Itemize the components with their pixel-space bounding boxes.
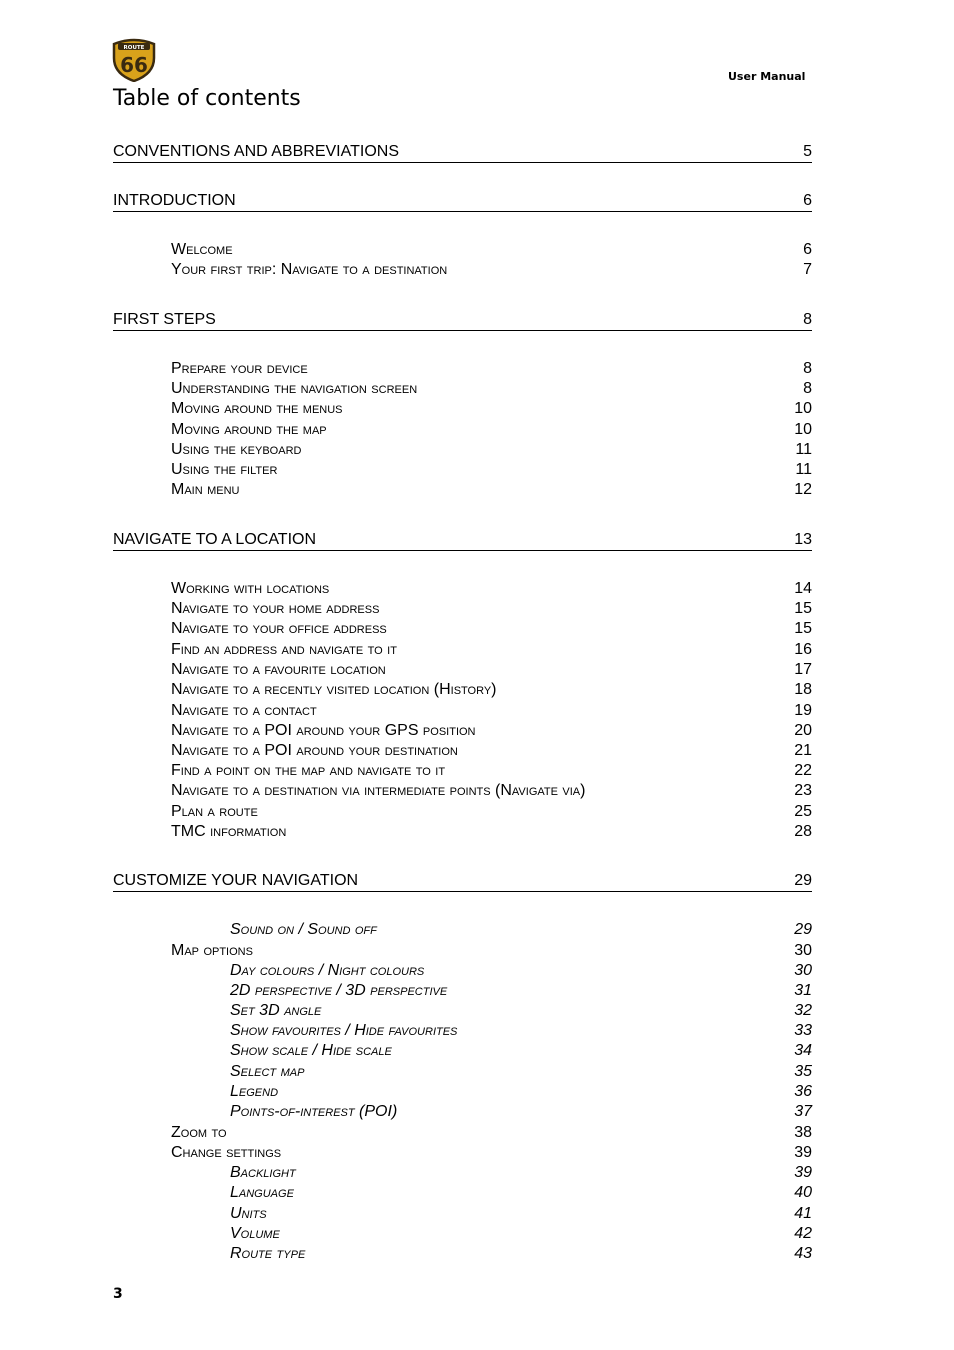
toc-entry-page: 37 xyxy=(794,1103,812,1120)
toc-section-row[interactable] xyxy=(113,619,812,639)
toc-entry-label: 2D perspective / 3D perspective xyxy=(230,982,448,999)
toc-section-row[interactable] xyxy=(113,802,812,822)
toc-entry-label: Volume xyxy=(230,1225,280,1242)
toc-entry-page: 39 xyxy=(794,1164,812,1181)
toc-subsection-row[interactable] xyxy=(113,1244,812,1264)
toc-entry-page: 21 xyxy=(794,742,812,759)
toc-section-row[interactable] xyxy=(113,599,812,619)
user-manual-label: User Manual xyxy=(728,70,806,83)
toc-entry-label: Sound on / Sound off xyxy=(230,921,377,938)
toc-section-row[interactable] xyxy=(113,240,812,260)
toc-entry-page: 8 xyxy=(803,360,812,377)
toc-entry-label: Find an address and navigate to it xyxy=(171,641,397,658)
toc-subsection-row[interactable] xyxy=(113,920,812,940)
toc-section-row[interactable] xyxy=(113,781,812,801)
toc-entry-page: 18 xyxy=(794,681,812,698)
toc-entry-page: 29 xyxy=(794,921,812,938)
toc-entry-page: 34 xyxy=(794,1042,812,1059)
toc-entry-label: Show scale / Hide scale xyxy=(230,1042,392,1059)
toc-entry-page: 36 xyxy=(794,1083,812,1100)
toc-entry-page: 42 xyxy=(794,1225,812,1242)
toc-entry-label: Route type xyxy=(230,1245,306,1262)
toc-entry-page: 12 xyxy=(794,481,812,498)
toc-entry-label: Navigate to your home address xyxy=(171,600,380,617)
toc-section-row[interactable] xyxy=(113,761,812,781)
toc-subsection-row[interactable] xyxy=(113,1224,812,1244)
toc-subsection-row[interactable] xyxy=(113,1183,812,1203)
toc-entry-page: 35 xyxy=(794,1063,812,1080)
toc-section-row[interactable] xyxy=(113,440,812,460)
toc-section-row[interactable] xyxy=(113,660,812,680)
toc-entry-page: 10 xyxy=(794,400,812,417)
toc-section-row[interactable] xyxy=(113,1143,812,1163)
toc-entry-label: Navigate to a contact xyxy=(171,702,317,719)
toc-subsection-row[interactable] xyxy=(113,961,812,981)
toc-entry-page: 31 xyxy=(794,982,812,999)
toc-chapter-row[interactable] xyxy=(113,191,812,212)
toc-entry-page: 19 xyxy=(794,702,812,719)
toc-entry-page: 43 xyxy=(794,1245,812,1262)
toc-entry-label: CONVENTIONS AND ABBREVIATIONS xyxy=(113,143,399,160)
toc-entry-label: Navigate to a POI around your destination xyxy=(171,742,458,759)
toc-entry-label: Navigate to a recently visited location (History) xyxy=(171,681,497,698)
toc-subsection-row[interactable] xyxy=(113,1082,812,1102)
toc-section-row[interactable] xyxy=(113,822,812,842)
toc-entry-label: INTRODUCTION xyxy=(113,192,236,209)
toc-entry-label: Main menu xyxy=(171,481,240,498)
toc-chapter-row[interactable] xyxy=(113,530,812,551)
toc-subsection-row[interactable] xyxy=(113,981,812,1001)
toc-entry-page: 25 xyxy=(794,803,812,820)
toc-entry-label: Navigate to a destination via intermediate points (Navigate via) xyxy=(171,782,586,799)
logo-route-text: ROUTE xyxy=(123,45,145,51)
toc-subsection-row[interactable] xyxy=(113,1021,812,1041)
toc-subsection-row[interactable] xyxy=(113,1041,812,1061)
toc-chapter-row[interactable] xyxy=(113,310,812,331)
toc-entry-label: Points-of-interest (POI) xyxy=(230,1103,398,1120)
toc-entry-page: 33 xyxy=(794,1022,812,1039)
toc-entry-label: FIRST STEPS xyxy=(113,311,216,328)
toc-entry-label: Set 3D angle xyxy=(230,1002,322,1019)
toc-subsection-row[interactable] xyxy=(113,1204,812,1224)
toc-entry-page: 30 xyxy=(794,962,812,979)
toc-entry-page: 39 xyxy=(794,1144,812,1161)
toc-entry-page: 38 xyxy=(794,1124,812,1141)
toc-entry-label: Navigate to a favourite location xyxy=(171,661,386,678)
toc-entry-label: Change settings xyxy=(171,1144,282,1161)
toc-section-row[interactable] xyxy=(113,260,812,280)
toc-entry-page: 6 xyxy=(803,241,812,258)
toc-entry-page: 7 xyxy=(803,261,812,278)
toc-section-row[interactable] xyxy=(113,379,812,399)
toc-section-row[interactable] xyxy=(113,721,812,741)
toc-entry-label: Moving around the menus xyxy=(171,400,343,417)
toc-section-row[interactable] xyxy=(113,941,812,961)
toc-entry-label: Select map xyxy=(230,1063,305,1080)
toc-entry-label: Backlight xyxy=(230,1164,296,1181)
toc-entry-page: 14 xyxy=(794,580,812,597)
toc-entry-page: 5 xyxy=(803,143,812,160)
toc-entry-label: NAVIGATE TO A LOCATION xyxy=(113,531,317,548)
toc-section-row[interactable] xyxy=(113,399,812,419)
toc-subsection-row[interactable] xyxy=(113,1062,812,1082)
toc-entry-page: 30 xyxy=(794,942,812,959)
toc-section-row[interactable] xyxy=(113,460,812,480)
toc-entry-page: 28 xyxy=(794,823,812,840)
toc-entry-page: 20 xyxy=(794,722,812,739)
toc-entry-page: 8 xyxy=(803,311,812,328)
toc-subsection-row[interactable] xyxy=(113,1163,812,1183)
toc-entry-label: Welcome xyxy=(171,241,233,258)
toc-entry-label: Day colours / Night colours xyxy=(230,962,425,979)
toc-entry-page: 6 xyxy=(803,192,812,209)
toc-entry-label: Zoom to xyxy=(171,1124,227,1141)
toc-entry-page: 29 xyxy=(794,872,812,889)
page-title: Table of contents xyxy=(113,86,301,111)
toc-entry-label: Find a point on the map and navigate to it xyxy=(171,762,446,779)
toc-entry-label: Using the keyboard xyxy=(171,441,302,458)
toc-entry-page: 17 xyxy=(794,661,812,678)
toc-section-row[interactable] xyxy=(113,701,812,721)
toc-chapter-row[interactable] xyxy=(113,142,812,163)
toc-entry-label: TMC information xyxy=(171,823,287,840)
toc-entry-label: Moving around the map xyxy=(171,421,327,438)
toc-entry-label: Units xyxy=(230,1205,267,1222)
toc-entry-page: 16 xyxy=(794,641,812,658)
toc-entry-label: Prepare your device xyxy=(171,360,308,377)
toc-subsection-row[interactable] xyxy=(113,1102,812,1122)
toc-entry-label: Using the filter xyxy=(171,461,278,478)
toc-entry-page: 41 xyxy=(794,1205,812,1222)
toc-section-row[interactable] xyxy=(113,420,812,440)
toc-entry-label: Navigate to a POI around your GPS position xyxy=(171,722,476,739)
toc-entry-label: Legend xyxy=(230,1083,279,1100)
toc-entry-label: Map options xyxy=(171,942,253,959)
toc-section-row[interactable] xyxy=(113,359,812,379)
toc-section-row[interactable] xyxy=(113,640,812,660)
toc-chapter-row[interactable] xyxy=(113,871,812,892)
toc-entry-page: 23 xyxy=(794,782,812,799)
page-number: 3 xyxy=(113,1286,123,1302)
toc-entry-page: 11 xyxy=(795,461,812,478)
toc-section-row[interactable] xyxy=(113,480,812,500)
toc-entry-page: 15 xyxy=(794,620,812,637)
toc-entry-label: Understanding the navigation screen xyxy=(171,380,418,397)
route66-logo xyxy=(110,36,158,82)
toc-entry-page: 15 xyxy=(794,600,812,617)
toc-entry-page: 11 xyxy=(795,441,812,458)
toc-entry-label: Plan a route xyxy=(171,803,258,820)
toc-entry-page: 22 xyxy=(794,762,812,779)
toc-entry-page: 10 xyxy=(794,421,812,438)
toc-entry-label: CUSTOMIZE YOUR NAVIGATION xyxy=(113,872,359,889)
toc-entry-label: Navigate to your office address xyxy=(171,620,387,637)
toc-entry-page: 8 xyxy=(803,380,812,397)
toc-section-row[interactable] xyxy=(113,680,812,700)
toc-entry-label: Your first trip: Navigate to a destination xyxy=(171,261,448,278)
toc-entry-page: 13 xyxy=(794,531,812,548)
toc-section-row[interactable] xyxy=(113,741,812,761)
toc-entry-label: Show favourites / Hide favourites xyxy=(230,1022,458,1039)
toc-subsection-row[interactable] xyxy=(113,1001,812,1021)
toc-entry-label: Working with locations xyxy=(171,580,330,597)
toc-entry-page: 32 xyxy=(794,1002,812,1019)
toc-section-row[interactable] xyxy=(113,579,812,599)
logo-number-text: 66 xyxy=(120,53,148,77)
toc-entry-page: 40 xyxy=(794,1184,812,1201)
toc-entry-label: Language xyxy=(230,1184,294,1201)
toc-section-row[interactable] xyxy=(113,1123,812,1143)
